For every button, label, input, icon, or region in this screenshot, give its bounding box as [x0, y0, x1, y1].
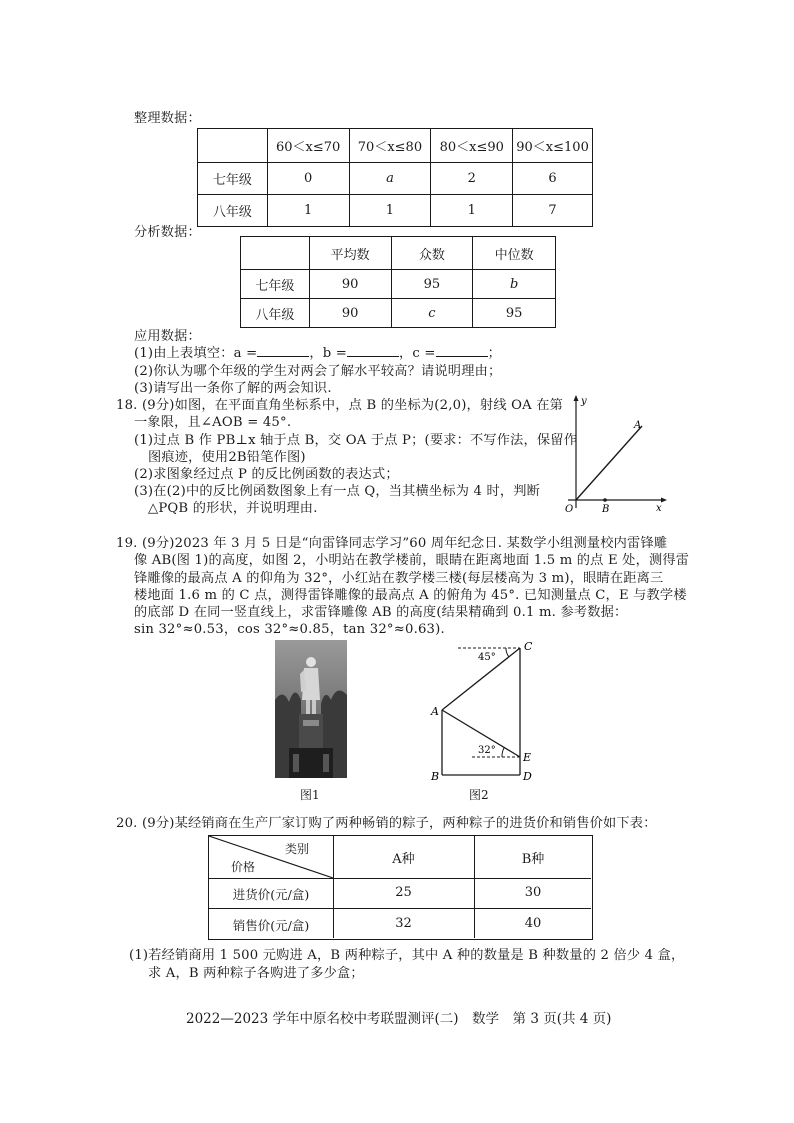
- problem18-line3: (1)过点 B 作 PB⊥x 轴于点 B，交 OA 于点 P；(要求：不写作法，保留作: [134, 433, 578, 448]
- row-sale-label: 销售价(元/盒): [232, 918, 310, 933]
- problem19-line2: 像 AB(图 1)的高度，如图 2，小明站在教学楼前，眼睛在距离地面 1.5 m 的点 E 处，测得雷: [134, 553, 690, 568]
- table2-cell: 95: [473, 299, 556, 328]
- purchase-b-value: 30: [524, 885, 542, 900]
- price-table: [208, 835, 593, 940]
- table1-cell: 7: [513, 195, 593, 227]
- table1-cell: 0: [267, 163, 349, 195]
- coordinate-figure: [560, 392, 672, 516]
- problem20-q1-line2: 求 A，B 两种粽子各购进了多少盒；: [148, 966, 364, 981]
- x-axis-arrow: [661, 498, 667, 503]
- col-b-header: B种: [521, 852, 545, 867]
- table1-cell: 1: [431, 195, 513, 227]
- point-e-label: E: [523, 751, 532, 764]
- col-a-header: A种: [392, 852, 415, 867]
- table1-cell: a: [349, 163, 431, 195]
- table1-cell: 七年级: [198, 163, 268, 195]
- page-footer: 2022—2023 学年中原名校中考联盟测评(二) 数学 第 3 页(共 4 页): [186, 1011, 612, 1027]
- frequency-table: [197, 128, 593, 227]
- table1-cell: 八年级: [198, 195, 268, 227]
- x-axis-label: x: [656, 503, 662, 514]
- table2-cell: 95: [391, 270, 473, 299]
- table-row: [241, 270, 556, 299]
- problem18-line1: 18. (9分)如图，在平面直角坐标系中，点 B 的坐标为(2,0)，射线 OA 在第: [116, 398, 563, 413]
- sale-b-value: 40: [524, 916, 542, 931]
- table2-cell: 七年级: [241, 270, 310, 299]
- table-row: [241, 299, 556, 328]
- y-axis-label: y: [581, 396, 587, 407]
- q1-c-label: ，c =: [399, 346, 436, 361]
- corner-diagonal: [209, 836, 333, 878]
- table1-cell: 6: [513, 163, 593, 195]
- point-b-dot: [603, 498, 607, 502]
- q1-b-label: ，b =: [309, 346, 347, 361]
- point-d-label: D: [523, 770, 532, 783]
- table1-header-1: 60＜x≤70: [267, 129, 349, 163]
- table2-cell: b: [473, 270, 556, 299]
- angle-32-label: 32°: [478, 745, 496, 756]
- figure1-caption: 图1: [300, 788, 320, 802]
- statistics-table: [240, 236, 556, 328]
- sale-a-value: 32: [395, 916, 412, 931]
- table2-cell: c: [391, 299, 473, 328]
- point-a-label: A: [634, 420, 642, 431]
- table1-header-2: 70＜x≤80: [349, 129, 431, 163]
- table1-header-3: 80＜x≤90: [431, 129, 513, 163]
- table2-header-3: 中位数: [473, 237, 556, 270]
- question-3: (3)请写出一条你了解的两会知识.: [134, 381, 332, 396]
- question-2: (2)你认为哪个年级的学生对两会了解水平较高？请说明理由；: [134, 364, 502, 379]
- table-row: [198, 163, 593, 195]
- angle-arc-45: [506, 648, 509, 657]
- problem18-line5: (2)求图象经过点 P 的反比例函数的表达式；: [134, 467, 399, 482]
- problem19-line5: 的底部 D 在同一竖直线上，求雷锋雕像 AB 的高度(结果精确到 0.1 m. 参考数据：: [134, 605, 628, 620]
- point-b-label: B: [602, 504, 610, 515]
- problem18-line2: 一象限，且∠AOB = 45°.: [134, 415, 292, 430]
- table2-cell: 90: [309, 270, 391, 299]
- corner-category-label: 类别: [285, 842, 310, 856]
- figure2-diagram: [426, 640, 546, 786]
- table-row: [198, 195, 593, 227]
- angle-45-label: 45°: [478, 652, 496, 663]
- table2-header-2: 众数: [391, 237, 473, 270]
- table1-cell: 2: [431, 163, 513, 195]
- origin-label: O: [565, 504, 574, 515]
- blank-c: [436, 345, 488, 357]
- table2-cell: 90: [309, 299, 391, 328]
- blank-b: [347, 345, 399, 357]
- q1-prefix: (1)由上表填空：: [134, 346, 234, 361]
- figure2-caption: 图2: [469, 788, 489, 802]
- table2-cell: 八年级: [241, 299, 310, 328]
- statue-photo: [275, 640, 347, 778]
- analyze-data-label: 分析数据：: [134, 225, 201, 240]
- problem19-line6: sin 32°≈0.53，cos 32°≈0.85，tan 32°≈0.63).: [134, 622, 445, 637]
- problem18-line7: △PQB 的形状，并说明理由.: [148, 501, 318, 516]
- ray-oa: [576, 426, 642, 500]
- y-axis-arrow: [574, 395, 579, 401]
- purchase-a-value: 25: [395, 885, 412, 900]
- q1-a-label: a =: [233, 346, 258, 361]
- angle-arc-32: [502, 747, 505, 757]
- problem19-line1: 19. (9分)2023 年 3 月 5 日是“向雷锋同志学习”60 周年纪念日. 某数学小组测量校内雷锋雕: [116, 536, 668, 551]
- apply-data-label: 应用数据：: [134, 329, 201, 344]
- problem19-line3: 锋雕像的最高点 A 的仰角为 32°，小红站在教学楼三楼(每层楼高为 3 m)，眼睛在距离三: [134, 571, 664, 586]
- corner-price-label: 价格: [231, 860, 256, 874]
- table2-header-0: [241, 237, 310, 270]
- problem18-line6: (3)在(2)中的反比例函数图象上有一点 Q，当其横坐标为 4 时，判断: [134, 484, 541, 499]
- organize-data-label: 整理数据：: [134, 111, 201, 126]
- q1-end: ；: [487, 346, 502, 361]
- blank-a: [257, 345, 309, 357]
- table1-cell: 1: [349, 195, 431, 227]
- row-purchase-label: 进货价(元/盒): [232, 887, 310, 902]
- table1-header-4: 90＜x≤100: [513, 129, 593, 163]
- table2-header-1: 平均数: [309, 237, 391, 270]
- point-b-label: B: [431, 770, 440, 783]
- problem19-line4: 楼地面 1.6 m 的 C 点，测得雷锋雕像的最高点 A 的俯角为 45°. 已知测量点 C，E 与教学楼: [134, 588, 687, 603]
- point-c-label: C: [524, 640, 533, 653]
- table1-header-0: [198, 129, 268, 163]
- problem18-line4: 图痕迹，使用2B铅笔作图): [148, 450, 306, 465]
- problem20-line1: 20. (9分)某经销商在生产厂家订购了两种畅销的粽子，两种粽子的进货价和销售价如下表：: [116, 816, 657, 831]
- question-1-fill: [134, 345, 501, 363]
- problem20-q1-line1: (1)若经销商用 1 500 元购进 A，B 两种粽子，其中 A 种的数量是 B 种数量的 2 倍少 4 盒，: [129, 948, 685, 963]
- table1-cell: 1: [267, 195, 349, 227]
- point-a-label: A: [431, 705, 439, 718]
